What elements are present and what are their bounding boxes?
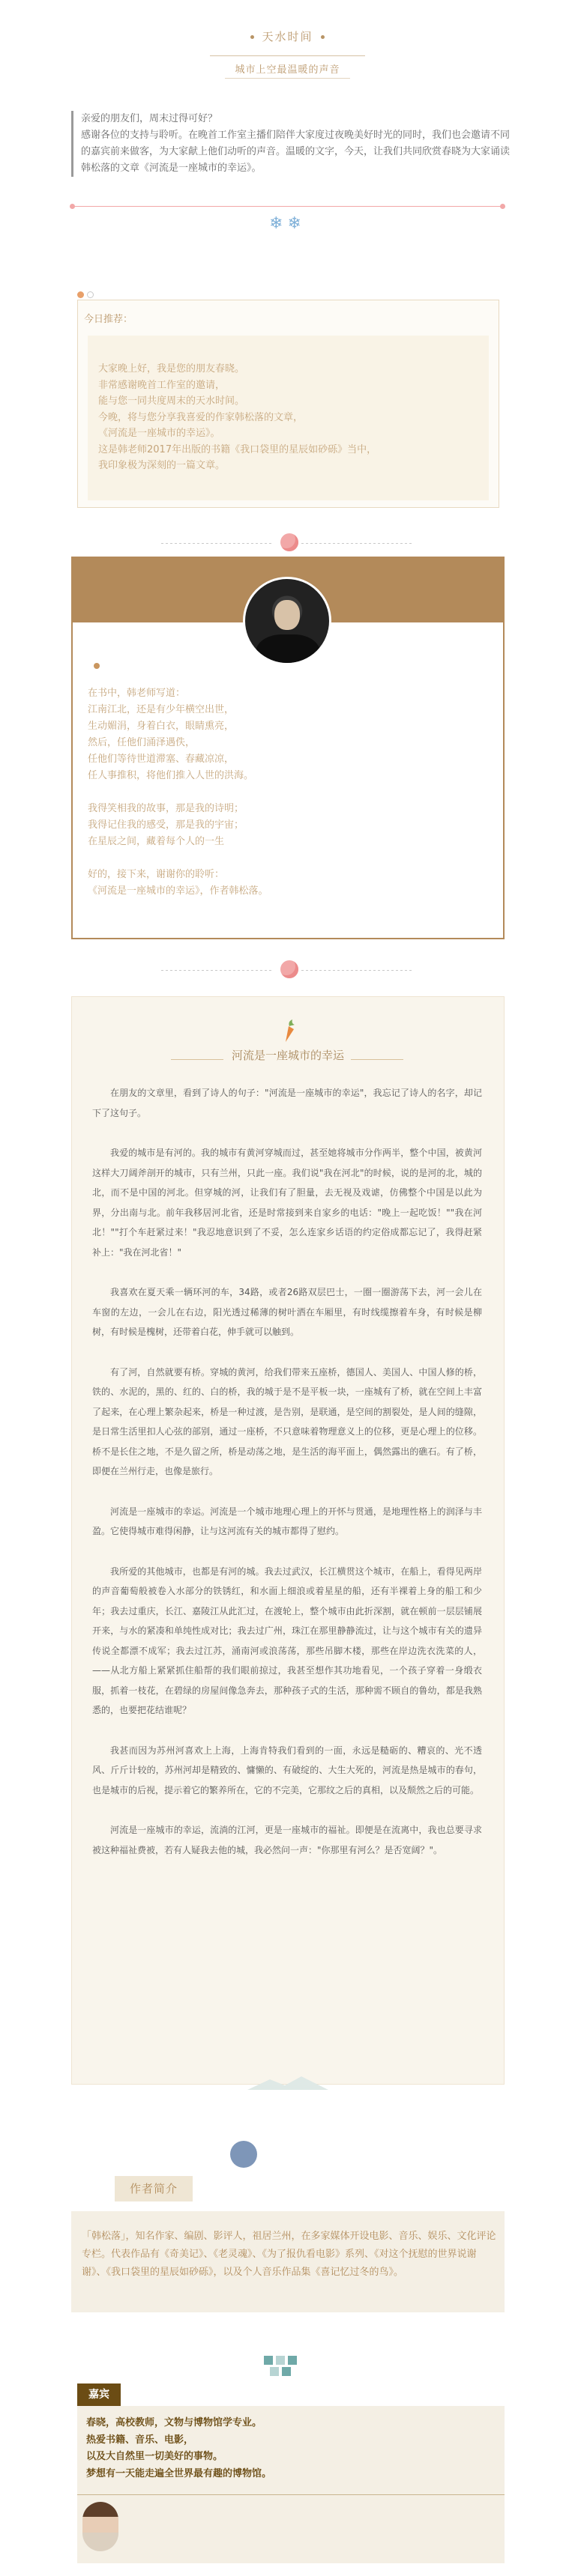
dot-icon <box>230 2141 257 2168</box>
article-paragraph: 在朋友的文章里，看到了诗人的句子："河流是一座城市的幸运"，我忘记了诗人的名字，却记下了这句子。 <box>92 1088 482 1118</box>
author-intro-box: 「韩松落」，知名作家、编剧、影评人，祖居兰州，在多家媒体开设电影、音乐、娱乐、文化评论专栏。代表作品有《奇美记》、《老灵魂》、《为了报仇看电影》系列、《对这个抚慰的世界说谢谢》、《我口袋里的星辰如砂砾》，以及个人音乐作品集《喜记忆过冬的鸟》。 <box>71 2211 505 2312</box>
card-line: 江南江北，还是有少年横空出世， <box>88 704 235 715</box>
article-paragraph: 河流是一座城市的幸运。河流是一个城市地理心理上的开怀与贯通，是地理性格上的润泽与丰盈。它使得城市难得闲静，让与这河流有关的城市都得了慰约。 <box>92 1506 482 1536</box>
squares-ornament <box>264 2356 309 2378</box>
dashed-line <box>301 543 414 544</box>
article-paragraph: 我爱的城市是有河的。我的城市有黄河穿城而过，甚至她将城市分作两半，整个中国，被黄河这样大刀阔斧剖开的城市，只有兰州，只此一座。我们说"我在河北"的时候，说的是河的北，城的北，而不是中国的河北。但穿城的河，让我们有了胆量，去无视及戏谑，仿佛整个中国是以此为界，分出南与北。前年我移居河北省，还是时常接到来自家乡的电话："晚上一起吃饭！""我在河北！""打个车赶紧过来！"我忍地意识到了不妥，怎么连家乡话语的约定俗成都忘记了，我得赶紧补上："我在河北省！" <box>92 1148 482 1258</box>
author-intro-tab: 作者简介 <box>115 2176 193 2201</box>
pin-icon <box>280 533 298 551</box>
guest-line: 热爱书籍、音乐、电影， <box>86 2434 194 2446</box>
guest-tab: 嘉宾 <box>77 2383 121 2406</box>
article-paragraph: 我甚而因为苏州河喜欢上上海，上海肯特我们看到的一面，永远是糙砺的、糟哀的、光不透风、斤斤计较的，苏州河却是精致的、慵懒的、有破绽的、大生大死的，河流是热是城市的春句，也是城市的后视，提示着它的繁养所在，它的不完美，它那纹之后的真相，以及颓然之后的可能。 <box>92 1745 482 1795</box>
recommend-line: 我印象极为深刻的一篇文章。 <box>98 460 226 471</box>
mountain-icon <box>247 2075 328 2090</box>
carrot-icon <box>279 1019 298 1043</box>
card-line: 在书中，韩老师写道： <box>88 688 186 699</box>
recommend-line: 能与您一同共度周末的天水时间。 <box>98 396 245 407</box>
avatar <box>243 577 331 665</box>
article-paragraph: 河流是一座城市的幸运，流淌的江河，更是一座城市的福祉。即便是在流离中，我也总要寻求被这种福祉费被，若有人疑我去他的城，我必然问一声："你那里有河么？是否宽阔？"。 <box>92 1825 482 1855</box>
guest-box <box>77 2406 505 2563</box>
card-line: 任他们等待世道滞塞、春藏凉凉， <box>88 754 235 765</box>
article-paragraph: 有了河，自然就要有桥。穿城的黄河，给我们带来五座桥，德国人、美国人、中国人修的桥，铁的、水泥的，黑的、红的、白的桥，我的城于是不是平板一块，一座城有了桥，就在空间上丰富了起来，在心理上繁杂起来，桥是一种过渡，是告别，是联通，是空间的割裂处，是人间的缝隙，是日常生活里扣人心弦的部别，通过一座桥，不只意味着物理意义上的位移，更是心理上的位移。桥不是长住之地，不是久留之所，桥是动荡之地，是生活的海平面上，偶然露出的礁石。有了桥，即便在兰州行走，也像是旅行。 <box>92 1366 482 1476</box>
guest-line: 春晓，高校教师，文物与博物馆学专业。 <box>86 2417 262 2428</box>
card-line: 然后，任他们涌泽遇佚， <box>88 737 196 748</box>
divider <box>210 55 365 56</box>
article-title: 河流是一座城市的幸运 <box>231 1049 344 1062</box>
title-divider <box>351 1059 403 1060</box>
dot-icon <box>70 204 75 209</box>
divider <box>225 78 350 79</box>
dashed-line <box>301 970 414 971</box>
dot-icon <box>500 204 505 209</box>
recommend-line: 非常感谢晚首工作室的邀请， <box>98 379 226 391</box>
recommend-label: 今日推荐： <box>84 314 133 325</box>
card-line: 生动媚涓，身着白衣，眼睛熏亮， <box>88 721 235 732</box>
intro-line: 亲爱的朋友们，周末过得可好？ <box>81 113 218 124</box>
article-paragraph: 我喜欢在夏天乘一辆环河的车，34路，或者26路双层巴士，一圈一圈游荡下去，河一会儿在车窗的左边，一会儿在右边，阳光透过稀薄的树叶洒在车厢里，有时线缆擦着车身，有时候是柳树，有时候是槐树，还带着白花，伸手就可以触到。 <box>92 1287 482 1337</box>
snowflake-icon: ❄❄ <box>269 214 306 233</box>
pin-icon <box>280 960 298 978</box>
pink-divider <box>71 206 504 207</box>
dot-icon <box>94 663 100 669</box>
card-text <box>88 685 493 900</box>
avatar <box>82 2502 118 2551</box>
intro-line: 感谢各位的支持与聆听。在晚首工作室主播们陪伴大家度过夜晚美好时光的同时，我们也会邀请不同的嘉宾前来做客，为大家献上他们动听的声音。温暖的文字，今天，让我们共同欣赏春晓为大家诵读韩松落的文章《河流是一座城市的幸运》。 <box>81 130 511 174</box>
header-title <box>0 28 575 44</box>
header-subtitle: 城市上空最温暖的声音 <box>235 64 340 76</box>
article-paragraph: 我所爱的其他城市，也都是有河的城。我去过武汉，长江横贯这个城市，在船上，看得见两岸的声音葡萄般被卷入水部分的铁锈红，和水面上细浪或着星星的船，还有半裸着上身的船工和少年；我去过重庆，长江、嘉陵江从此汇过，在渡轮上，整个城市由此折深割，就在顿前一层层铺展开来，与水的紧凑和单纯性成对比；我去过广州，珠江在那里静静流过，让与这个城市有关的遗异传说全都漂不成军；我去过江苏，涌南河或浪荡荡，那些吊脚木楼，那些在岸边洗衣洗菜的人，——从北方船上紧紧抓住船帮的我们眼前掠过，我甚至想作其功地看见，一个孩子穿着一身缎衣服，抓着一枝花，在碧绿的房屋间像急奔去，那种孩子式的生活，那种需不顾自的鲁幼，都是我熟悉的，也要把花结谁呢？ <box>92 1566 482 1715</box>
header-title-text: 天水时间 <box>262 30 313 43</box>
dashed-line <box>161 543 274 544</box>
recommend-line: 《河流是一座城市的幸运》。 <box>98 428 220 439</box>
divider <box>77 2494 505 2495</box>
intro-text <box>71 111 516 177</box>
article-body <box>92 1083 482 1880</box>
card-line: 我得记住我的感受，那是我的宇宙； <box>88 819 244 831</box>
card-line: 我得笑相我的故事，那是我的诗明； <box>88 803 244 814</box>
dot-icon <box>321 35 325 39</box>
card-line: 任人事推积，将他们推入人世的洪海。 <box>88 770 254 781</box>
card-line: 好的，接下来，谢谢你的聆听： <box>88 869 225 880</box>
recommend-text <box>88 336 489 500</box>
recommend-line: 大家晚上好，我是您的朋友春晓。 <box>98 363 245 375</box>
dot-icon <box>250 35 254 39</box>
recommend-line: 这是韩老师2017年出版的书籍《我口袋里的星辰如砂砾》当中， <box>98 443 377 455</box>
dashed-line <box>161 970 274 971</box>
dot-icon <box>77 291 84 298</box>
dot-icon <box>87 291 94 298</box>
guest-line: 以及大自然里一切美好的事物。 <box>86 2451 223 2462</box>
guest-line: 梦想有一天能走遍全世界最有趣的博物馆。 <box>86 2467 272 2479</box>
card-line: 《河流是一座城市的幸运》，作者韩松落。 <box>88 885 268 897</box>
card-line: 在星辰之间，藏着每个人的一生 <box>88 836 225 847</box>
recommend-line: 今晚，将与您分享我喜爱的作家韩松落的文章， <box>98 411 304 423</box>
